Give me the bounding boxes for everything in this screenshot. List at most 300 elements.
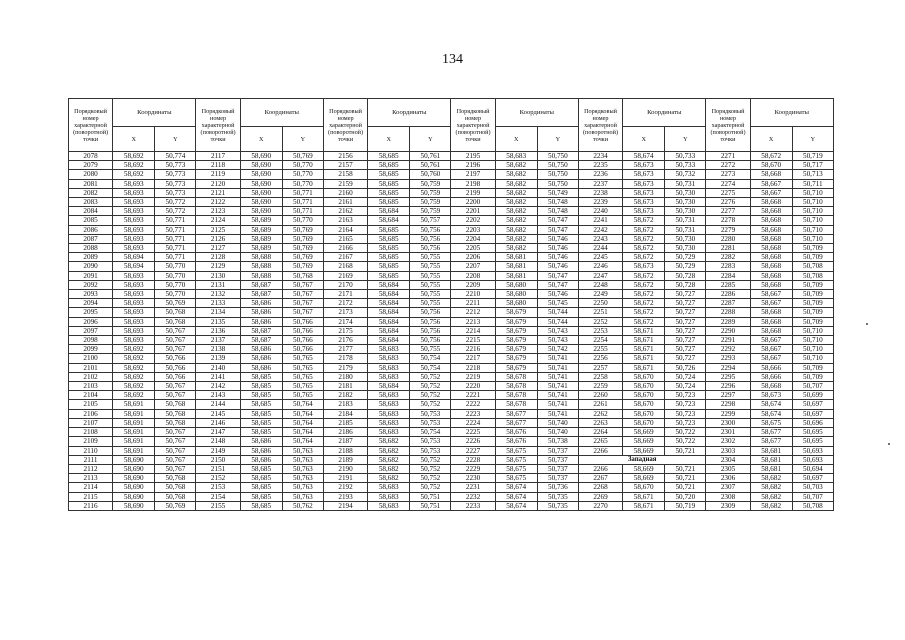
point-number: 2087 — [69, 234, 113, 243]
coord-x: 58,686 — [240, 363, 282, 372]
point-number: 2079 — [69, 161, 113, 170]
point-number: 2200 — [451, 198, 495, 207]
coord-x: 58,685 — [368, 234, 410, 243]
point-number: 2091 — [69, 271, 113, 280]
header-order-number: Порядковый номер характерной (поворотной) точки — [451, 99, 495, 152]
scan-speck — [866, 323, 868, 325]
coord-x: 58,683 — [368, 363, 410, 372]
coord-y: 50,774 — [155, 152, 196, 161]
coord-y: 50,770 — [155, 271, 196, 280]
point-number: 2191 — [323, 474, 367, 483]
coord-y: 50,769 — [282, 262, 323, 271]
coord-x: 58,683 — [495, 152, 537, 161]
point-number: 2116 — [69, 501, 113, 510]
coord-y: 50,763 — [282, 474, 323, 483]
coord-x: 58,675 — [495, 464, 537, 473]
coord-y: 50,741 — [537, 409, 578, 418]
coord-x: 58,670 — [623, 418, 665, 427]
point-number: 2259 — [578, 382, 622, 391]
coord-y: 50,732 — [665, 170, 706, 179]
coord-x: 58,678 — [495, 391, 537, 400]
coord-y: 50,766 — [155, 372, 196, 381]
coord-y: 50,767 — [282, 299, 323, 308]
coord-x: 58,667 — [750, 336, 792, 345]
point-number: 2262 — [578, 409, 622, 418]
coord-x: 58,678 — [495, 382, 537, 391]
coord-y: 50,737 — [537, 455, 578, 464]
coord-x: 58,682 — [495, 170, 537, 179]
table-row — [69, 446, 834, 455]
coord-y: 50,752 — [410, 372, 451, 381]
table-row — [69, 290, 834, 299]
table-row — [69, 299, 834, 308]
point-number: 2236 — [578, 170, 622, 179]
point-number: 2239 — [578, 198, 622, 207]
point-number: 2251 — [578, 308, 622, 317]
point-number: 2167 — [323, 253, 367, 262]
point-number: 2111 — [69, 455, 113, 464]
point-number: 2284 — [706, 271, 750, 280]
point-number: 2103 — [69, 382, 113, 391]
coord-x: 58,690 — [113, 483, 155, 492]
header-order-number: Порядковый номер характерной (поворотной) точки — [69, 99, 113, 152]
coord-y: 50,746 — [537, 290, 578, 299]
point-number: 2190 — [323, 464, 367, 473]
coord-x: 58,683 — [368, 400, 410, 409]
coord-y: 50,709 — [792, 308, 833, 317]
point-number: 2264 — [578, 428, 622, 437]
coord-y: 50,771 — [155, 225, 196, 234]
coord-y: 50,767 — [155, 345, 196, 354]
coord-x: 58,692 — [113, 161, 155, 170]
coord-y: 50,755 — [410, 262, 451, 271]
coord-y: 50,709 — [792, 280, 833, 289]
coordinates-table-container — [68, 98, 834, 511]
point-number: 2227 — [451, 446, 495, 455]
coord-y: 50,754 — [410, 363, 451, 372]
coord-y: 50,759 — [410, 188, 451, 197]
coord-y: 50,703 — [792, 483, 833, 492]
coord-y: 50,768 — [155, 492, 196, 501]
coord-x: 58,686 — [240, 345, 282, 354]
coord-x: 58,690 — [240, 152, 282, 161]
point-number: 2258 — [578, 372, 622, 381]
coord-x: 58,671 — [623, 345, 665, 354]
coord-x: 58,672 — [623, 225, 665, 234]
point-number: 2078 — [69, 152, 113, 161]
coord-x: 58,685 — [240, 409, 282, 418]
point-number: 2238 — [578, 188, 622, 197]
point-number: 2260 — [578, 391, 622, 400]
point-number: 2209 — [451, 280, 495, 289]
point-number: 2119 — [196, 170, 240, 179]
point-number: 2172 — [323, 299, 367, 308]
coord-y: 50,741 — [537, 400, 578, 409]
coord-y: 50,752 — [410, 391, 451, 400]
coord-y: 50,733 — [665, 161, 706, 170]
coord-y: 50,727 — [665, 336, 706, 345]
point-number: 2223 — [451, 409, 495, 418]
point-number: 2187 — [323, 437, 367, 446]
coord-x: 58,679 — [495, 363, 537, 372]
coord-y: 50,693 — [792, 446, 833, 455]
point-number: 2210 — [451, 290, 495, 299]
point-number: 2157 — [323, 161, 367, 170]
point-number: 2145 — [196, 409, 240, 418]
point-number: 2117 — [196, 152, 240, 161]
coord-y: 50,766 — [282, 345, 323, 354]
point-number: 2257 — [578, 363, 622, 372]
point-number: 2205 — [451, 244, 495, 253]
coord-y: 50,767 — [155, 437, 196, 446]
point-number: 2121 — [196, 188, 240, 197]
coord-y: 50,756 — [410, 244, 451, 253]
point-number: 2217 — [451, 354, 495, 363]
coord-y: 50,754 — [410, 354, 451, 363]
point-number: 2148 — [196, 437, 240, 446]
point-number: 2163 — [323, 216, 367, 225]
coord-y: 50,767 — [155, 446, 196, 455]
point-number: 2120 — [196, 179, 240, 188]
coord-x: 58,688 — [240, 253, 282, 262]
coord-x: 58,685 — [368, 225, 410, 234]
coord-y: 50,709 — [792, 372, 833, 381]
header-x: X — [623, 127, 665, 152]
header-order-number: Порядковый номер характерной (поворотной) точки — [196, 99, 240, 152]
coord-x: 58,686 — [240, 317, 282, 326]
coord-y: 50,766 — [282, 336, 323, 345]
point-number: 2144 — [196, 400, 240, 409]
point-number: 2106 — [69, 409, 113, 418]
coord-y: 50,765 — [282, 363, 323, 372]
coord-x: 58,685 — [368, 198, 410, 207]
coord-y: 50,756 — [410, 308, 451, 317]
table-row — [69, 345, 834, 354]
point-number: 2203 — [451, 225, 495, 234]
coord-y: 50,727 — [665, 326, 706, 335]
coord-x: 58,674 — [495, 483, 537, 492]
table-row — [69, 225, 834, 234]
point-number: 2240 — [578, 207, 622, 216]
coord-x: 58,682 — [368, 474, 410, 483]
point-number: 2095 — [69, 308, 113, 317]
coord-y: 50,771 — [155, 234, 196, 243]
point-number: 2226 — [451, 437, 495, 446]
coord-y: 50,713 — [792, 170, 833, 179]
point-number: 2105 — [69, 400, 113, 409]
point-number: 2188 — [323, 446, 367, 455]
coord-x: 58,667 — [750, 179, 792, 188]
coord-x: 58,684 — [368, 317, 410, 326]
point-number: 2197 — [451, 170, 495, 179]
coord-x: 58,692 — [113, 363, 155, 372]
coord-x: 58,689 — [240, 216, 282, 225]
coord-x: 58,685 — [368, 262, 410, 271]
coord-x: 58,672 — [623, 271, 665, 280]
coord-x: 58,693 — [113, 216, 155, 225]
header-order-number: Порядковый номер характерной (поворотной) точки — [578, 99, 622, 152]
coord-y: 50,710 — [792, 207, 833, 216]
coord-x: 58,669 — [623, 474, 665, 483]
coord-y: 50,740 — [537, 428, 578, 437]
coord-x: 58,690 — [113, 464, 155, 473]
table-row — [69, 308, 834, 317]
point-number: 2276 — [706, 198, 750, 207]
coord-y: 50,710 — [792, 198, 833, 207]
coord-y: 50,746 — [537, 234, 578, 243]
coord-y: 50,768 — [282, 271, 323, 280]
coord-x: 58,690 — [240, 207, 282, 216]
header-x: X — [368, 127, 410, 152]
coord-y: 50,768 — [155, 400, 196, 409]
table-row — [69, 216, 834, 225]
coord-y: 50,746 — [537, 253, 578, 262]
coord-x: 58,681 — [750, 446, 792, 455]
coord-y: 50,735 — [537, 492, 578, 501]
coord-y: 50,773 — [155, 161, 196, 170]
coord-x: 58,673 — [623, 198, 665, 207]
point-number: 2307 — [706, 483, 750, 492]
coord-y: 50,709 — [792, 363, 833, 372]
point-number: 2215 — [451, 336, 495, 345]
coord-y: 50,719 — [665, 501, 706, 510]
point-number: 2083 — [69, 198, 113, 207]
coord-x: 58,669 — [623, 464, 665, 473]
table-row — [69, 170, 834, 179]
point-number: 2282 — [706, 253, 750, 262]
table-row — [69, 501, 834, 510]
coord-x: 58,684 — [368, 299, 410, 308]
coord-x: 58,685 — [368, 244, 410, 253]
point-number: 2281 — [706, 244, 750, 253]
coord-x: 58,691 — [113, 437, 155, 446]
coord-y: 50,766 — [155, 354, 196, 363]
coord-x: 58,674 — [750, 400, 792, 409]
coord-y: 50,756 — [410, 234, 451, 243]
point-number: 2296 — [706, 382, 750, 391]
coord-x: 58,677 — [495, 409, 537, 418]
coord-x: 58,684 — [368, 280, 410, 289]
point-number: 2306 — [706, 474, 750, 483]
coord-y: 50,756 — [410, 336, 451, 345]
point-number: 2235 — [578, 161, 622, 170]
coord-x: 58,674 — [750, 409, 792, 418]
coord-y: 50,770 — [282, 170, 323, 179]
point-number: 2081 — [69, 179, 113, 188]
point-number: 2084 — [69, 207, 113, 216]
point-number: 2202 — [451, 216, 495, 225]
coord-y: 50,727 — [665, 354, 706, 363]
point-number: 2246 — [578, 262, 622, 271]
coord-y: 50,759 — [410, 179, 451, 188]
coord-x: 58,672 — [623, 290, 665, 299]
coord-y: 50,729 — [665, 262, 706, 271]
coord-x: 58,671 — [623, 354, 665, 363]
coord-x: 58,668 — [750, 234, 792, 243]
coord-y: 50,710 — [792, 225, 833, 234]
point-number: 2214 — [451, 326, 495, 335]
coord-x: 58,682 — [495, 188, 537, 197]
table-row — [69, 372, 834, 381]
point-number: 2125 — [196, 225, 240, 234]
point-number: 2298 — [706, 400, 750, 409]
coord-y: 50,727 — [665, 290, 706, 299]
point-number: 2301 — [706, 428, 750, 437]
coord-y: 50,767 — [155, 382, 196, 391]
coord-y: 50,755 — [410, 290, 451, 299]
header-coordinates: Координаты — [623, 99, 706, 127]
coord-y: 50,745 — [537, 299, 578, 308]
point-number: 2107 — [69, 418, 113, 427]
coord-y: 50,730 — [665, 244, 706, 253]
coord-x: 58,683 — [368, 428, 410, 437]
coord-x: 58,693 — [113, 179, 155, 188]
header-y: Y — [665, 127, 706, 152]
header-coordinates: Координаты — [495, 99, 578, 127]
coord-y: 50,744 — [537, 308, 578, 317]
point-number: 2305 — [706, 464, 750, 473]
coord-x: 58,693 — [113, 317, 155, 326]
coord-x: 58,675 — [750, 418, 792, 427]
coord-x: 58,686 — [240, 354, 282, 363]
coord-x: 58,682 — [368, 446, 410, 455]
coord-x: 58,689 — [240, 234, 282, 243]
coord-x: 58,690 — [240, 198, 282, 207]
coord-x: 58,688 — [240, 262, 282, 271]
coord-x: 58,693 — [113, 207, 155, 216]
point-number: 2195 — [451, 152, 495, 161]
point-number: 2130 — [196, 271, 240, 280]
point-number: 2171 — [323, 290, 367, 299]
point-number: 2207 — [451, 262, 495, 271]
coord-y: 50,746 — [537, 262, 578, 271]
section-label: Западная — [578, 455, 705, 464]
coord-y: 50,709 — [792, 317, 833, 326]
coord-y: 50,737 — [537, 446, 578, 455]
coord-x: 58,679 — [495, 326, 537, 335]
point-number: 2272 — [706, 161, 750, 170]
point-number: 2220 — [451, 382, 495, 391]
point-number: 2274 — [706, 179, 750, 188]
point-number: 2110 — [69, 446, 113, 455]
coord-x: 58,685 — [240, 492, 282, 501]
coord-y: 50,723 — [665, 409, 706, 418]
coord-x: 58,693 — [113, 280, 155, 289]
coord-x: 58,668 — [750, 207, 792, 216]
coord-y: 50,697 — [792, 400, 833, 409]
coord-y: 50,731 — [665, 216, 706, 225]
point-number: 2114 — [69, 483, 113, 492]
coord-y: 50,773 — [155, 179, 196, 188]
coord-y: 50,710 — [792, 345, 833, 354]
coord-y: 50,772 — [155, 198, 196, 207]
coord-x: 58,667 — [750, 188, 792, 197]
point-number: 2093 — [69, 290, 113, 299]
point-number: 2288 — [706, 308, 750, 317]
point-number: 2099 — [69, 345, 113, 354]
coord-y: 50,767 — [155, 455, 196, 464]
table-row — [69, 409, 834, 418]
coord-y: 50,768 — [155, 483, 196, 492]
coord-y: 50,759 — [410, 198, 451, 207]
coord-y: 50,747 — [537, 216, 578, 225]
coord-y: 50,764 — [282, 418, 323, 427]
point-number: 2152 — [196, 474, 240, 483]
coord-y: 50,755 — [410, 253, 451, 262]
point-number: 2295 — [706, 372, 750, 381]
coord-y: 50,721 — [665, 464, 706, 473]
coord-x: 58,673 — [623, 262, 665, 271]
coord-x: 58,693 — [113, 234, 155, 243]
coord-y: 50,768 — [155, 317, 196, 326]
coord-x: 58,671 — [623, 492, 665, 501]
point-number: 2244 — [578, 244, 622, 253]
coord-y: 50,721 — [665, 474, 706, 483]
point-number: 2263 — [578, 418, 622, 427]
coord-y: 50,765 — [282, 372, 323, 381]
point-number: 2290 — [706, 326, 750, 335]
header-y: Y — [155, 127, 196, 152]
coord-x: 58,674 — [623, 152, 665, 161]
coord-x: 58,687 — [240, 280, 282, 289]
coord-y: 50,753 — [410, 409, 451, 418]
point-number: 2086 — [69, 225, 113, 234]
point-number: 2162 — [323, 207, 367, 216]
coord-x: 58,691 — [113, 418, 155, 427]
coord-x: 58,671 — [623, 501, 665, 510]
coord-y: 50,768 — [155, 308, 196, 317]
coord-y: 50,707 — [792, 492, 833, 501]
point-number: 2128 — [196, 253, 240, 262]
coord-x: 58,692 — [113, 170, 155, 179]
table-row — [69, 207, 834, 216]
table-row — [69, 234, 834, 243]
point-number: 2249 — [578, 290, 622, 299]
point-number: 2193 — [323, 492, 367, 501]
table-row — [69, 474, 834, 483]
coord-x: 58,674 — [495, 501, 537, 510]
point-number: 2113 — [69, 474, 113, 483]
coord-y: 50,753 — [410, 418, 451, 427]
coord-x: 58,681 — [495, 271, 537, 280]
point-number: 2233 — [451, 501, 495, 510]
coord-y: 50,736 — [537, 483, 578, 492]
table-row — [69, 326, 834, 335]
point-number: 2118 — [196, 161, 240, 170]
point-number: 2294 — [706, 363, 750, 372]
table-row — [69, 464, 834, 473]
coord-x: 58,685 — [240, 382, 282, 391]
point-number: 2180 — [323, 372, 367, 381]
point-number: 2097 — [69, 326, 113, 335]
coord-x: 58,668 — [750, 244, 792, 253]
point-number: 2289 — [706, 317, 750, 326]
coord-y: 50,759 — [410, 207, 451, 216]
point-number: 2129 — [196, 262, 240, 271]
coord-y: 50,757 — [410, 216, 451, 225]
coord-x: 58,667 — [750, 354, 792, 363]
coord-y: 50,767 — [155, 428, 196, 437]
coord-y: 50,752 — [410, 382, 451, 391]
point-number: 2228 — [451, 455, 495, 464]
point-number: 2252 — [578, 317, 622, 326]
coord-y: 50,722 — [665, 437, 706, 446]
scan-speck — [888, 443, 890, 445]
coord-y: 50,766 — [282, 317, 323, 326]
coord-x: 58,679 — [495, 336, 537, 345]
coord-x: 58,685 — [368, 179, 410, 188]
coord-y: 50,738 — [537, 437, 578, 446]
